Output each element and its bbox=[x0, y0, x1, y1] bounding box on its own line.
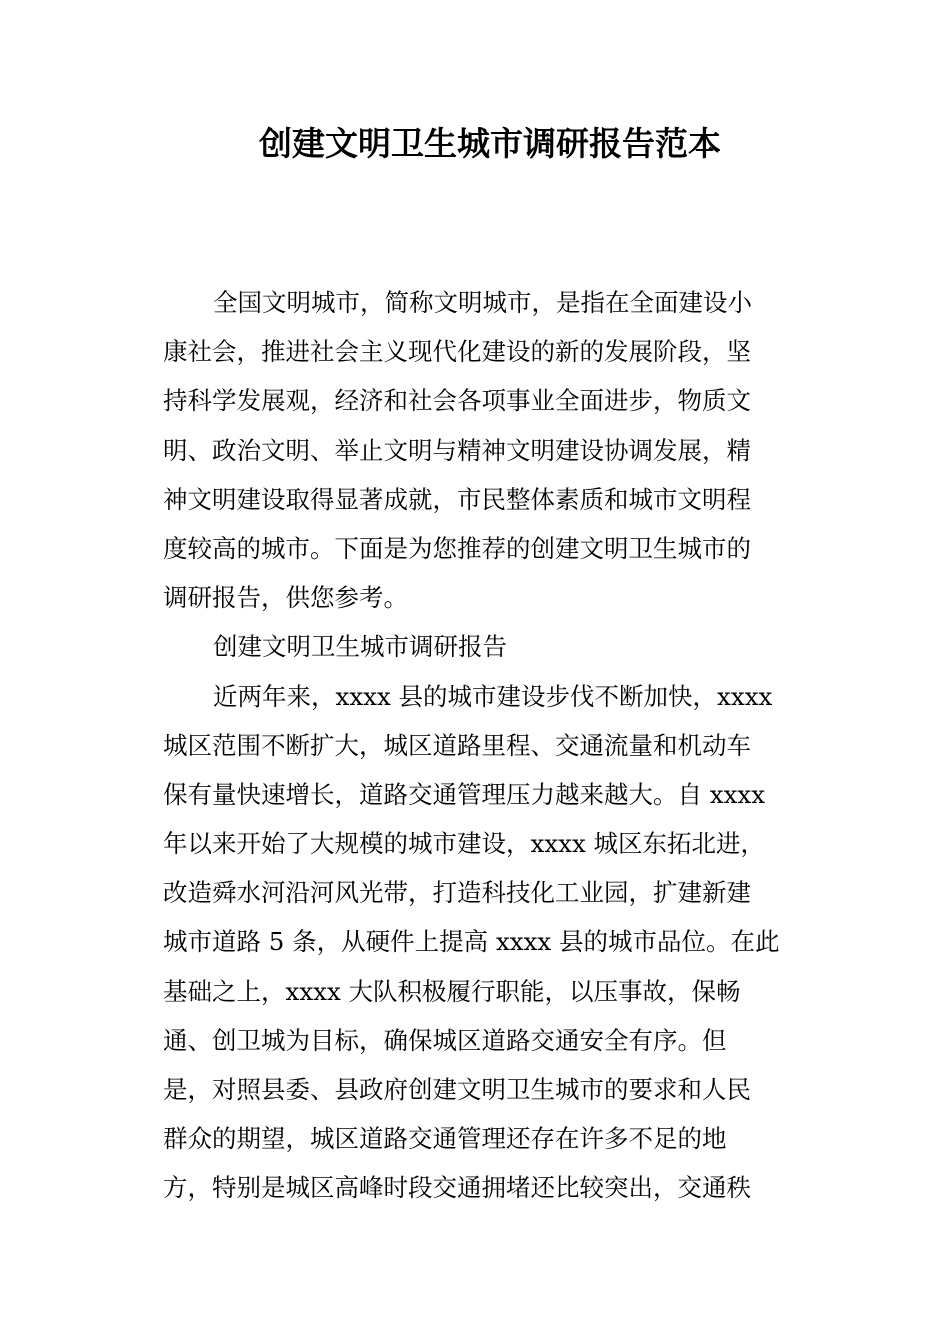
paragraph-line: 保有量快速增长，道路交通管理压力越来越大。自 xxxx bbox=[163, 779, 766, 809]
document-body bbox=[163, 278, 783, 1213]
paragraph-line: 城区范围不断扩大，城区道路里程、交通流量和机动车 bbox=[163, 730, 751, 760]
paragraph-line: 康社会，推进社会主义现代化建设的新的发展阶段，坚 bbox=[163, 337, 751, 367]
section-heading: 创建文明卫生城市调研报告 bbox=[213, 632, 507, 662]
paragraph-line: 通、创卫城为目标，确保城区道路交通安全有序。但 bbox=[163, 1025, 727, 1055]
paragraph-line: 群众的期望，城区道路交通管理还存在许多不足的地 bbox=[163, 1124, 727, 1154]
paragraph-line: 城市道路 5 条，从硬件上提高 xxxx 县的城市品位。在此 bbox=[163, 927, 780, 957]
paragraph-line: 持科学发展观，经济和社会各项事业全面进步，物质文 bbox=[163, 386, 751, 416]
paragraph-line: 基础之上，xxxx 大队积极履行职能，以压事故，保畅 bbox=[163, 976, 741, 1006]
paragraph-line: 是，对照县委、县政府创建文明卫生城市的要求和人民 bbox=[163, 1075, 751, 1104]
paragraph-line: 全国文明城市，简称文明城市，是指在全面建设小 bbox=[213, 288, 752, 317]
paragraph-line: 度较高的城市。下面是为您推荐的创建文明卫生城市的 bbox=[163, 533, 751, 563]
paragraph-line: 明、政治文明、举止文明与精神文明建设协调发展，精 bbox=[163, 435, 751, 465]
paragraph-line: 调研报告，供您参考。 bbox=[163, 583, 408, 613]
paragraph-line: 神文明建设取得显著成就，市民整体素质和城市文明程 bbox=[163, 484, 751, 514]
paragraph-line: 年以来开始了大规模的城市建设，xxxx 城区东拓北进， bbox=[163, 829, 766, 859]
document-title: 创建文明卫生城市调研报告范本 bbox=[259, 124, 721, 163]
paragraph-line: 方，特别是城区高峰时段交通拥堵还比较突出，交通秩 bbox=[163, 1173, 751, 1203]
paragraph-line: 近两年来，xxxx 县的城市建设步伐不断加快，xxxx bbox=[213, 681, 773, 711]
paragraph-line: 改造舜水河沿河风光带，打造科技化工业园，扩建新建 bbox=[163, 878, 751, 908]
